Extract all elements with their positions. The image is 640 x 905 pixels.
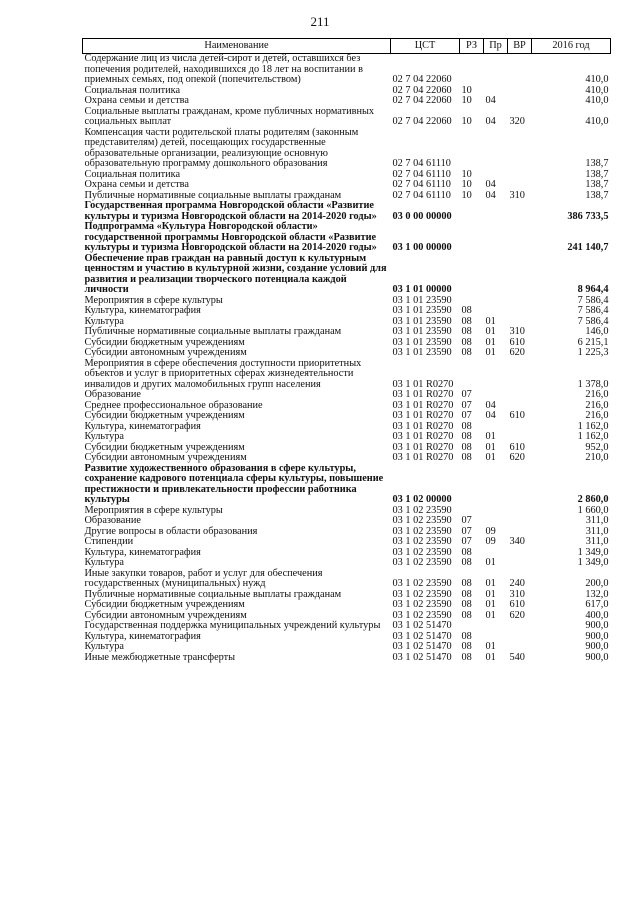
row-name: Социальная политика <box>84 168 181 180</box>
row-amount: 900,0 <box>585 651 609 663</box>
table-row <box>83 327 611 338</box>
row-pr: 01 <box>485 578 496 589</box>
row-rz <box>460 621 484 632</box>
row-vr <box>508 201 532 222</box>
row-pr: 01 <box>485 336 496 348</box>
row-name: Культура <box>84 431 124 442</box>
row-name: Культура <box>84 641 124 652</box>
table-row <box>83 390 611 401</box>
table-row <box>83 537 611 548</box>
row-pr: 04 <box>485 116 496 127</box>
row-vr: 320 <box>509 116 525 127</box>
row-name: Субсидии автономным учреждениям <box>84 609 247 621</box>
row-cst: 03 1 02 23590 <box>392 578 452 589</box>
row-cst: 03 1 01 R0270 <box>392 452 454 463</box>
row-rz: 08 <box>461 347 472 358</box>
row-pr <box>484 128 508 170</box>
row-amount: 1 225,3 <box>577 347 609 358</box>
row-cst: 02 7 04 22060 <box>392 95 452 106</box>
row-amount: 410,0 <box>585 84 609 96</box>
row-pr: 01 <box>485 326 496 337</box>
row-cst: 03 1 02 51470 <box>392 630 452 642</box>
row-amount: 1 349,0 <box>577 557 609 568</box>
row-amount: 1 349,0 <box>577 546 609 558</box>
row-vr <box>508 632 532 643</box>
row-name: Компенсация части родительской платы родителям (законным представителям) детей, посещающих государственные образовательные организации, реализующие основную образовательную программу дошкольного образования <box>84 126 359 169</box>
row-amount: 386 733,5 <box>567 210 609 222</box>
row-amount: 210,0 <box>585 452 609 463</box>
row-rz: 08 <box>461 578 472 589</box>
row-vr: 620 <box>509 452 525 463</box>
row-vr: 610 <box>509 441 525 453</box>
row-cst: 03 1 01 R0270 <box>392 420 454 432</box>
row-name: Охрана семьи и детства <box>84 179 189 190</box>
row-rz <box>460 201 484 222</box>
row-rz <box>460 128 484 170</box>
row-vr: 620 <box>509 609 525 621</box>
table-header-row <box>83 39 611 54</box>
row-amount: 617,0 <box>585 599 609 610</box>
row-rz <box>460 254 484 296</box>
row-rz: 10 <box>461 179 472 190</box>
row-vr: 310 <box>509 189 525 201</box>
row-pr <box>484 506 508 517</box>
row-amount: 241 140,7 <box>567 242 609 253</box>
table-row <box>83 348 611 359</box>
table-row <box>83 453 611 464</box>
row-cst: 03 1 01 R0270 <box>392 399 454 411</box>
table-row <box>83 621 611 632</box>
table-row <box>83 516 611 527</box>
table-row <box>83 632 611 643</box>
row-vr: 610 <box>509 410 525 421</box>
row-amount: 410,0 <box>585 116 609 127</box>
row-name: Государственная программа Новгородской области «Развитие культуры и туризма Новгородской области на 2014-2020 годы» <box>84 200 377 222</box>
header-cst: ЦСТ <box>391 39 460 54</box>
row-name: Публичные нормативные социальные выплаты гражданам <box>84 189 342 201</box>
row-rz: 08 <box>461 315 472 327</box>
row-vr <box>508 128 532 170</box>
row-rz: 10 <box>461 95 472 106</box>
row-name: Публичные нормативные социальные выплаты гражданам <box>84 326 342 337</box>
row-rz <box>460 54 484 86</box>
header-vr: ВР <box>508 39 532 54</box>
row-amount: 1 162,0 <box>577 431 609 442</box>
row-cst: 02 7 04 22060 <box>392 84 452 96</box>
table-row <box>83 222 611 254</box>
table-row <box>83 254 611 296</box>
row-vr: 310 <box>509 588 525 600</box>
row-vr <box>508 296 532 307</box>
row-rz <box>460 359 484 391</box>
row-cst: 03 1 02 23590 <box>392 515 452 526</box>
row-cst: 03 1 01 23590 <box>392 294 452 306</box>
row-pr: 09 <box>485 525 496 537</box>
row-cst: 03 1 02 23590 <box>392 599 452 610</box>
page-number: 211 <box>310 14 330 29</box>
row-rz: 07 <box>461 536 472 547</box>
row-vr: 310 <box>509 326 525 337</box>
row-vr <box>508 621 532 632</box>
row-cst: 03 1 02 23590 <box>392 504 452 516</box>
row-amount: 146,0 <box>585 326 609 337</box>
row-rz: 10 <box>461 116 472 127</box>
row-name: Среднее профессиональное образование <box>84 399 263 411</box>
row-cst: 03 1 01 23590 <box>392 347 452 358</box>
table-row <box>83 180 611 191</box>
budget-table <box>82 38 611 663</box>
row-name: Содержание лиц из числа детей-сирот и детей, оставшихся без попечения родителей, находившихся до 18 лет на воспитании в приемных семьях, под опекой (попечительством) <box>84 53 363 85</box>
row-pr <box>484 296 508 307</box>
row-pr <box>484 222 508 254</box>
row-amount: 1 162,0 <box>577 420 609 432</box>
row-amount: 1 378,0 <box>577 378 609 390</box>
row-rz: 10 <box>461 189 472 201</box>
row-name: Мероприятия в сфере культуры <box>84 294 223 306</box>
row-rz: 08 <box>461 599 472 610</box>
row-pr: 01 <box>485 651 496 663</box>
table-row <box>83 422 611 433</box>
row-vr <box>508 432 532 443</box>
header-pr: Пр <box>484 39 508 54</box>
row-rz: 08 <box>461 546 472 558</box>
row-amount: 900,0 <box>585 620 609 631</box>
row-name: Подпрограмма «Культура Новгородской области» государственной программы Новгородской области «Развитие культуры и туризма Новгородской области на 2014-2020 годы» <box>84 221 377 253</box>
row-name: Охрана семьи и детства <box>84 95 189 106</box>
row-pr: 01 <box>485 641 496 652</box>
row-cst: 03 1 01 R0270 <box>392 378 454 390</box>
row-rz: 07 <box>461 389 472 400</box>
table-row <box>83 527 611 538</box>
row-pr <box>484 464 508 506</box>
row-cst: 03 1 02 23590 <box>392 546 452 558</box>
row-cst: 03 1 01 23590 <box>392 326 452 337</box>
row-cst: 03 1 01 R0270 <box>392 389 454 400</box>
row-vr <box>508 558 532 569</box>
row-rz: 10 <box>461 168 472 180</box>
row-name: Стипендии <box>84 536 134 547</box>
row-pr: 01 <box>485 347 496 358</box>
row-name: Субсидии бюджетным учреждениям <box>84 336 245 348</box>
row-pr <box>484 306 508 317</box>
row-cst: 03 1 01 23590 <box>392 315 452 327</box>
row-vr: 610 <box>509 599 525 610</box>
row-rz: 08 <box>461 609 472 621</box>
row-name: Другие вопросы в области образования <box>84 525 258 537</box>
row-vr <box>508 422 532 433</box>
row-vr <box>508 390 532 401</box>
row-rz: 08 <box>461 641 472 652</box>
row-amount: 138,7 <box>585 158 609 169</box>
row-pr <box>484 359 508 391</box>
row-cst: 03 1 01 R0270 <box>392 410 454 421</box>
row-name: Развитие художественного образования в сфере культуры, сохранение кадрового потенциала сферы культуры, повышение престижности и привлекательности профессии работника культуры <box>84 462 384 505</box>
row-cst: 02 7 04 61110 <box>392 158 451 169</box>
row-pr: 04 <box>485 189 496 201</box>
row-rz: 08 <box>461 305 472 316</box>
row-rz <box>460 464 484 506</box>
row-vr: 540 <box>509 651 525 663</box>
row-rz: 08 <box>461 557 472 568</box>
row-cst: 02 7 04 61110 <box>392 168 451 180</box>
row-amount: 7 586,4 <box>577 315 609 327</box>
row-rz <box>460 222 484 254</box>
row-amount: 216,0 <box>585 399 609 411</box>
row-rz: 07 <box>461 515 472 526</box>
header-rz: РЗ <box>460 39 484 54</box>
row-cst: 03 1 02 23590 <box>392 609 452 621</box>
row-vr <box>508 548 532 559</box>
row-amount: 138,7 <box>585 168 609 180</box>
row-cst: 03 1 02 23590 <box>392 536 452 547</box>
row-amount: 8 964,4 <box>577 284 609 295</box>
row-pr: 01 <box>485 609 496 621</box>
table-row <box>83 548 611 559</box>
row-cst: 03 1 02 51470 <box>392 651 452 663</box>
row-rz: 08 <box>461 452 472 463</box>
row-amount: 311,0 <box>585 536 609 547</box>
table-row <box>83 653 611 664</box>
row-pr <box>484 390 508 401</box>
row-vr: 620 <box>509 347 525 358</box>
row-name: Культура, кинематография <box>84 420 201 432</box>
row-pr: 01 <box>485 452 496 463</box>
row-amount: 138,7 <box>585 189 609 201</box>
row-cst: 03 1 01 23590 <box>392 305 452 316</box>
row-vr <box>508 254 532 296</box>
row-name: Субсидии автономным учреждениям <box>84 452 247 463</box>
row-rz: 08 <box>461 326 472 337</box>
row-pr: 01 <box>485 431 496 442</box>
header-year: 2016 год <box>532 39 611 54</box>
row-name: Мероприятия в сфере культуры <box>84 504 223 516</box>
row-name: Иные закупки товаров, работ и услуг для обеспечения государственных (муниципальных) нужд <box>84 567 323 589</box>
row-amount: 410,0 <box>585 74 609 85</box>
row-rz: 08 <box>461 651 472 663</box>
row-rz: 08 <box>461 630 472 642</box>
row-pr: 01 <box>485 441 496 453</box>
table-row <box>83 464 611 506</box>
row-amount: 410,0 <box>585 95 609 106</box>
row-amount: 6 215,1 <box>577 336 609 348</box>
row-amount: 216,0 <box>585 410 609 421</box>
row-cst: 03 1 02 51470 <box>392 641 452 652</box>
row-name: Образование <box>84 389 141 400</box>
row-pr <box>484 516 508 527</box>
row-name: Социальная политика <box>84 84 181 96</box>
row-rz: 08 <box>461 431 472 442</box>
table-row <box>83 359 611 391</box>
row-amount: 200,0 <box>585 578 609 589</box>
row-amount: 216,0 <box>585 389 609 400</box>
row-cst: 02 7 04 61110 <box>392 179 451 190</box>
row-vr <box>508 54 532 86</box>
row-name: Культура, кинематография <box>84 546 201 558</box>
row-name: Мероприятия в сфере обеспечения доступности приоритетных объектов и услуг в приоритетных сферах жизнедеятельности инвалидов и других маломобильных групп населения <box>84 357 362 390</box>
row-name: Иные межбюджетные трансферты <box>84 651 236 663</box>
row-pr: 04 <box>485 179 496 190</box>
row-cst: 03 1 01 R0270 <box>392 441 454 453</box>
row-name: Субсидии бюджетным учреждениям <box>84 441 245 453</box>
table-row <box>83 600 611 611</box>
row-name: Субсидии бюджетным учреждениям <box>84 599 245 610</box>
row-amount: 1 660,0 <box>577 504 609 516</box>
row-vr: 610 <box>509 336 525 348</box>
row-name: Субсидии автономным учреждениям <box>84 347 247 358</box>
row-vr <box>508 180 532 191</box>
row-vr <box>508 464 532 506</box>
table-row <box>83 107 611 128</box>
row-vr <box>508 86 532 97</box>
row-cst: 03 1 02 23590 <box>392 557 452 568</box>
table-row <box>83 96 611 107</box>
row-amount: 7 586,4 <box>577 305 609 316</box>
row-name: Культура, кинематография <box>84 630 201 642</box>
table-row <box>83 642 611 653</box>
row-rz: 07 <box>461 399 472 411</box>
table-row <box>83 569 611 590</box>
row-cst: 02 7 04 22060 <box>392 74 452 85</box>
row-cst: 03 1 01 R0270 <box>392 431 454 442</box>
row-pr: 09 <box>485 536 496 547</box>
row-pr <box>484 201 508 222</box>
table-row <box>83 128 611 170</box>
row-name: Субсидии бюджетным учреждениям <box>84 410 245 421</box>
row-vr <box>508 96 532 107</box>
row-pr: 04 <box>485 410 496 421</box>
table-body <box>83 54 611 664</box>
row-name: Обеспечение прав граждан на равный доступ к культурным ценностям и участию в культурной жизни, создание условий для развития и реализации творческого потенциала каждой личности <box>84 252 387 295</box>
row-amount: 132,0 <box>585 588 609 600</box>
row-pr: 04 <box>485 95 496 106</box>
row-amount: 311,0 <box>585 525 609 537</box>
row-vr <box>508 506 532 517</box>
row-vr <box>508 306 532 317</box>
row-pr: 01 <box>485 588 496 600</box>
row-rz: 07 <box>461 525 472 537</box>
row-pr: 01 <box>485 599 496 610</box>
row-amount: 2 860,0 <box>577 494 609 505</box>
row-amount: 311,0 <box>585 515 609 526</box>
row-name: Государственная поддержка муниципальных учреждений культуры <box>84 620 381 631</box>
row-cst: 03 1 02 00000 <box>392 494 452 505</box>
table-row <box>83 54 611 86</box>
row-pr <box>484 54 508 86</box>
row-pr <box>484 254 508 296</box>
row-cst: 02 7 04 61110 <box>392 189 451 201</box>
row-pr: 01 <box>485 315 496 327</box>
row-cst: 03 0 00 00000 <box>392 210 452 222</box>
row-amount: 400,0 <box>585 609 609 621</box>
table-row <box>83 506 611 517</box>
row-name: Образование <box>84 515 141 526</box>
table-row <box>83 558 611 569</box>
row-rz: 08 <box>461 441 472 453</box>
row-rz: 08 <box>461 588 472 600</box>
row-amount: 900,0 <box>585 641 609 652</box>
row-name: Культура <box>84 315 124 327</box>
row-cst: 03 1 01 23590 <box>392 336 452 348</box>
row-vr: 340 <box>509 536 525 547</box>
table-row <box>83 432 611 443</box>
row-vr <box>508 222 532 254</box>
row-cst: 03 1 02 23590 <box>392 525 452 537</box>
row-vr <box>508 642 532 653</box>
row-cst: 03 1 01 00000 <box>392 284 452 295</box>
row-rz: 10 <box>461 84 472 96</box>
row-rz: 08 <box>461 420 472 432</box>
row-vr <box>508 516 532 527</box>
table-row <box>83 306 611 317</box>
table-row <box>83 411 611 422</box>
row-amount: 900,0 <box>585 630 609 642</box>
row-amount: 138,7 <box>585 179 609 190</box>
row-cst: 03 1 00 00000 <box>392 242 452 253</box>
row-pr: 04 <box>485 399 496 411</box>
row-vr: 240 <box>509 578 525 589</box>
row-name: Публичные нормативные социальные выплаты гражданам <box>84 588 342 600</box>
table-row <box>83 201 611 222</box>
row-name: Культура <box>84 557 124 568</box>
header-name: Наименование <box>83 39 391 54</box>
row-vr <box>508 170 532 181</box>
row-pr <box>484 621 508 632</box>
row-rz: 07 <box>461 410 472 421</box>
row-name: Социальные выплаты гражданам, кроме публичных нормативных социальных выплат <box>84 105 375 127</box>
row-cst: 03 1 02 23590 <box>392 588 452 600</box>
row-name: Культура, кинематография <box>84 305 201 316</box>
row-cst: 02 7 04 22060 <box>392 116 452 127</box>
row-amount: 7 586,4 <box>577 294 609 306</box>
row-pr: 01 <box>485 557 496 568</box>
row-cst: 03 1 02 51470 <box>392 620 452 631</box>
row-rz: 08 <box>461 336 472 348</box>
row-amount: 952,0 <box>585 441 609 453</box>
row-vr <box>508 359 532 391</box>
